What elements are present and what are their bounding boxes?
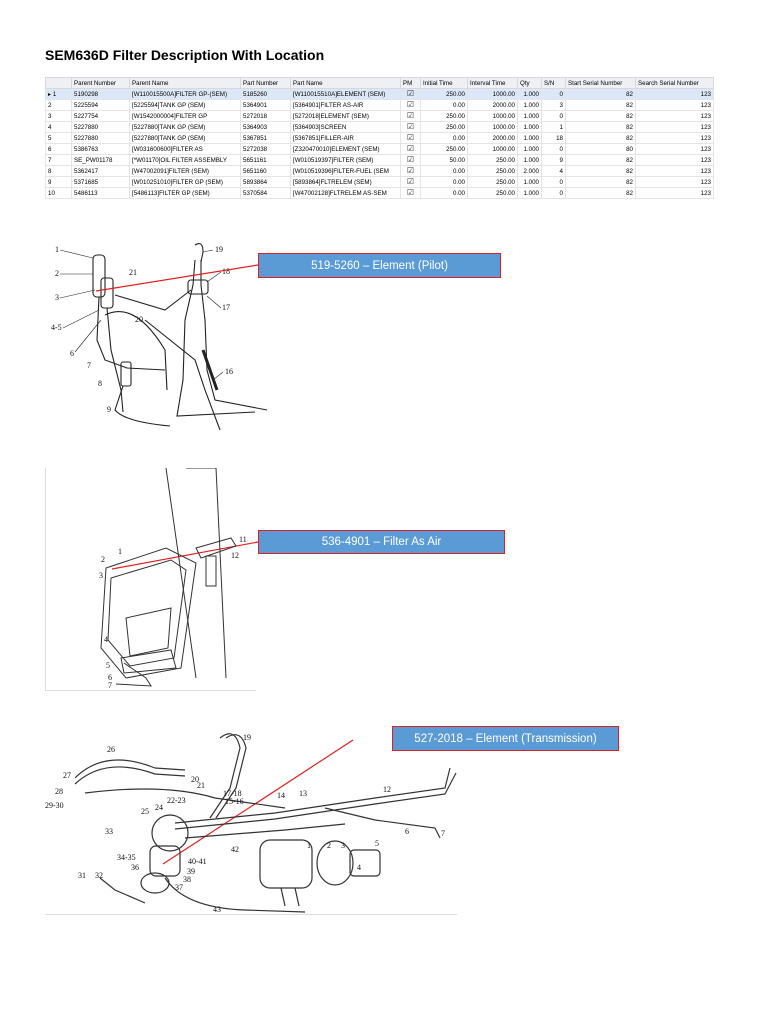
table-cell: [*W01170]OIL FILTER ASSEMBLY (130, 155, 241, 166)
table-cell: 4 (542, 166, 566, 177)
svg-text:39: 39 (187, 867, 195, 876)
air-filter-diagram (46, 468, 256, 690)
svg-text:14: 14 (277, 791, 285, 800)
svg-text:5: 5 (106, 661, 110, 670)
table-cell: 5272018 (241, 111, 291, 122)
table-cell: 2000.00 (468, 133, 518, 144)
table-cell: SE_PW01178 (72, 155, 130, 166)
table-cell: 123 (636, 155, 714, 166)
svg-text:32: 32 (95, 871, 103, 880)
svg-text:16: 16 (225, 367, 233, 376)
pm-checkbox[interactable]: ☑ (401, 155, 421, 166)
table-cell: 50.00 (421, 155, 468, 166)
table-cell: ▸ 1 (46, 89, 72, 100)
table-cell: 1000.00 (468, 89, 518, 100)
table-cell: 8 (46, 166, 72, 177)
svg-text:7: 7 (441, 829, 445, 838)
svg-text:13: 13 (299, 789, 307, 798)
column-header[interactable]: Qty (518, 78, 542, 89)
figure-air-filter (45, 468, 256, 691)
column-header[interactable]: Part Number (241, 78, 291, 89)
svg-text:40-41: 40-41 (188, 857, 207, 866)
svg-text:36: 36 (131, 863, 139, 872)
svg-text:1: 1 (55, 245, 59, 254)
table-cell: 1000.00 (468, 111, 518, 122)
table-cell: 250.00 (421, 144, 468, 155)
svg-text:19: 19 (243, 733, 251, 742)
table-cell: 5185260 (241, 89, 291, 100)
table-cell: 0 (542, 89, 566, 100)
svg-text:3: 3 (55, 293, 59, 302)
table-cell: [5364901]FILTER AS-AIR (291, 100, 401, 111)
table-cell: 123 (636, 100, 714, 111)
table-cell: 5272038 (241, 144, 291, 155)
table-cell: 5371685 (72, 177, 130, 188)
table-cell: 82 (566, 111, 636, 122)
table-cell: 0.00 (421, 188, 468, 199)
table-cell: 10 (46, 188, 72, 199)
svg-text:34-35: 34-35 (117, 853, 136, 862)
column-header[interactable]: Initial Time (421, 78, 468, 89)
table-cell: 0.00 (421, 100, 468, 111)
table-cell: 5 (46, 133, 72, 144)
column-header[interactable]: Parent Number (72, 78, 130, 89)
transmission-filter-diagram (45, 728, 457, 914)
table-cell: 5227880 (72, 133, 130, 144)
table-cell: 1.000 (518, 144, 542, 155)
table-cell: 5651160 (241, 166, 291, 177)
svg-text:4-5: 4-5 (51, 323, 62, 332)
table-cell: 2.000 (518, 166, 542, 177)
svg-text:11: 11 (239, 535, 247, 544)
table-cell: [5893864]FLTRELEM (SEM) (291, 177, 401, 188)
table-cell: 82 (566, 155, 636, 166)
table-cell: 2 (46, 100, 72, 111)
svg-text:24: 24 (155, 803, 163, 812)
svg-text:28: 28 (55, 787, 63, 796)
table-cell: [5367851]FILLER-AIR (291, 133, 401, 144)
table-cell: [Z320470010]ELEMENT (SEM) (291, 144, 401, 155)
svg-text:2: 2 (327, 841, 331, 850)
svg-text:19: 19 (215, 245, 223, 254)
table-cell: 123 (636, 122, 714, 133)
column-header[interactable]: Part Name (291, 78, 401, 89)
svg-text:37: 37 (175, 883, 183, 892)
svg-text:12: 12 (231, 551, 239, 560)
table-cell: 5367851 (241, 133, 291, 144)
table-cell: 5364901 (241, 100, 291, 111)
svg-text:22-23: 22-23 (167, 796, 186, 805)
svg-text:15-16: 15-16 (225, 797, 244, 806)
svg-text:33: 33 (105, 827, 113, 836)
svg-text:3: 3 (99, 571, 103, 580)
svg-text:6: 6 (70, 349, 74, 358)
pm-checkbox[interactable]: ☑ (401, 89, 421, 100)
table-cell: 1.000 (518, 155, 542, 166)
svg-text:1: 1 (307, 841, 311, 850)
table-cell: [W47002128]FLTRELEM AS-SEM (291, 188, 401, 199)
table-cell: 1000.00 (468, 144, 518, 155)
table-cell: 5364903 (241, 122, 291, 133)
callout-transmission-element: 527-2018 – Element (Transmission) (392, 726, 619, 751)
table-cell: 3 (46, 111, 72, 122)
svg-text:43: 43 (213, 905, 221, 914)
table-cell: 5370584 (241, 188, 291, 199)
table-cell: 250.00 (468, 155, 518, 166)
table-cell: 2000.00 (468, 100, 518, 111)
svg-text:21: 21 (197, 781, 205, 790)
column-header[interactable]: S/N (542, 78, 566, 89)
svg-text:18: 18 (222, 267, 230, 276)
svg-text:26: 26 (107, 745, 115, 754)
svg-text:8: 8 (98, 379, 102, 388)
table-cell: [5486113]FILTER GP (SEM) (130, 188, 241, 199)
pm-checkbox[interactable]: ☑ (401, 177, 421, 188)
table-cell: [5227880]TANK GP (SEM) (130, 122, 241, 133)
svg-text:31: 31 (78, 871, 86, 880)
table-cell: [5272018]ELEMENT (SEM) (291, 111, 401, 122)
table-cell: 123 (636, 177, 714, 188)
table-cell: [W110015510A]ELEMENT (SEM) (291, 89, 401, 100)
svg-text:17: 17 (222, 303, 230, 312)
table-cell: 250.00 (421, 111, 468, 122)
table-cell: 82 (566, 133, 636, 144)
figure-transmission-filter (45, 728, 457, 915)
table-cell: [W110015500A]FILTER GP-(SEM) (130, 89, 241, 100)
table-cell: 82 (566, 89, 636, 100)
table-cell: [5364903]SCREEN (291, 122, 401, 133)
table-cell: 1.000 (518, 111, 542, 122)
table-cell: 250.00 (468, 166, 518, 177)
table-cell: 250.00 (421, 122, 468, 133)
table-cell: 5486113 (72, 188, 130, 199)
table-cell: 250.00 (468, 188, 518, 199)
table-cell: 0.00 (421, 177, 468, 188)
svg-text:9: 9 (107, 405, 111, 414)
table-cell: 0 (542, 111, 566, 122)
table-cell: 82 (566, 166, 636, 177)
table-cell: 123 (636, 188, 714, 199)
table-cell: 82 (566, 177, 636, 188)
svg-text:42: 42 (231, 845, 239, 854)
svg-text:20: 20 (135, 315, 143, 324)
table-cell: 5227880 (72, 122, 130, 133)
table-cell: 1.000 (518, 133, 542, 144)
table-cell: 80 (566, 144, 636, 155)
column-header[interactable]: Interval Time (468, 78, 518, 89)
table-cell: 5651161 (241, 155, 291, 166)
table-cell: [W47002091]FILTER (SEM) (130, 166, 241, 177)
svg-text:4: 4 (357, 863, 361, 872)
table-cell: 3 (542, 100, 566, 111)
svg-text:27: 27 (63, 771, 71, 780)
table-cell: 0 (542, 144, 566, 155)
table-cell: 18 (542, 133, 566, 144)
column-header[interactable]: Search Serial Number (636, 78, 714, 89)
svg-text:2: 2 (101, 555, 105, 564)
table-cell: 1.000 (518, 100, 542, 111)
table-cell: 123 (636, 89, 714, 100)
table-cell: 1.000 (518, 89, 542, 100)
column-header[interactable]: PM (401, 78, 421, 89)
pm-checkbox[interactable]: ☑ (401, 100, 421, 111)
svg-text:20: 20 (191, 775, 199, 784)
table-cell: 0.00 (421, 166, 468, 177)
svg-text:6: 6 (405, 827, 409, 836)
column-header[interactable]: Start Serial Number (566, 78, 636, 89)
page-title: SEM636D Filter Description With Location (45, 47, 325, 63)
table-cell: 1.000 (518, 177, 542, 188)
table-cell: 82 (566, 188, 636, 199)
table-cell: 5893864 (241, 177, 291, 188)
svg-text:29-30: 29-30 (45, 801, 64, 810)
svg-text:7: 7 (108, 681, 112, 690)
table-cell: [5227880]TANK GP (SEM) (130, 133, 241, 144)
table-cell: 4 (46, 122, 72, 133)
table-cell: 1 (542, 122, 566, 133)
svg-text:21: 21 (129, 268, 137, 277)
table-cell: 0 (542, 188, 566, 199)
svg-text:12: 12 (383, 785, 391, 794)
table-cell: 123 (636, 111, 714, 122)
table-cell: 9 (46, 177, 72, 188)
table-cell: 7 (46, 155, 72, 166)
svg-text:6: 6 (108, 673, 112, 682)
table-cell: 250.00 (421, 89, 468, 100)
table-cell: 9 (542, 155, 566, 166)
table-cell: [5225594]TANK GP (SEM) (130, 100, 241, 111)
svg-text:17-18: 17-18 (223, 789, 242, 798)
table-cell: 1.000 (518, 188, 542, 199)
table-cell: 250.00 (468, 177, 518, 188)
svg-text:3: 3 (341, 841, 345, 850)
callout-air-filter: 536-4901 – Filter As Air (258, 530, 505, 554)
svg-text:38: 38 (183, 875, 191, 884)
svg-text:25: 25 (141, 807, 149, 816)
pm-checkbox[interactable]: ☑ (401, 144, 421, 155)
table-cell: 0.00 (421, 133, 468, 144)
svg-text:7: 7 (87, 361, 91, 370)
table-cell: 5362417 (72, 166, 130, 177)
table-cell: [W1542000004]FILTER GP (130, 111, 241, 122)
svg-text:1: 1 (118, 547, 122, 556)
pm-checkbox[interactable]: ☑ (401, 133, 421, 144)
pm-checkbox[interactable]: ☑ (401, 111, 421, 122)
table-cell: 5190298 (72, 89, 130, 100)
column-header[interactable]: Parent Name (130, 78, 241, 89)
pm-checkbox[interactable]: ☑ (401, 166, 421, 177)
pm-checkbox[interactable]: ☑ (401, 122, 421, 133)
table-cell: [W031600600]FILTER AS (130, 144, 241, 155)
table-cell: 0 (542, 177, 566, 188)
table-cell: 1000.00 (468, 122, 518, 133)
table-cell: 1.000 (518, 122, 542, 133)
table-cell: [W010519397]FILTER (SEM) (291, 155, 401, 166)
svg-text:4: 4 (104, 635, 108, 644)
table-cell: 82 (566, 122, 636, 133)
table-cell: [W010519396]FILTER-FUEL (SEM (291, 166, 401, 177)
table-cell: 6 (46, 144, 72, 155)
svg-text:2: 2 (55, 269, 59, 278)
callout-pilot-element: 519-5260 – Element (Pilot) (258, 253, 501, 278)
table-cell: 5225594 (72, 100, 130, 111)
table-cell: 82 (566, 100, 636, 111)
svg-text:5: 5 (375, 839, 379, 848)
table-cell: 123 (636, 166, 714, 177)
table-cell: 123 (636, 144, 714, 155)
table-cell: 123 (636, 133, 714, 144)
table-cell: 5227754 (72, 111, 130, 122)
table-cell: 5386763 (72, 144, 130, 155)
pm-checkbox[interactable]: ☑ (401, 188, 421, 199)
table-cell: [W010251010]FILTER GP (SEM) (130, 177, 241, 188)
